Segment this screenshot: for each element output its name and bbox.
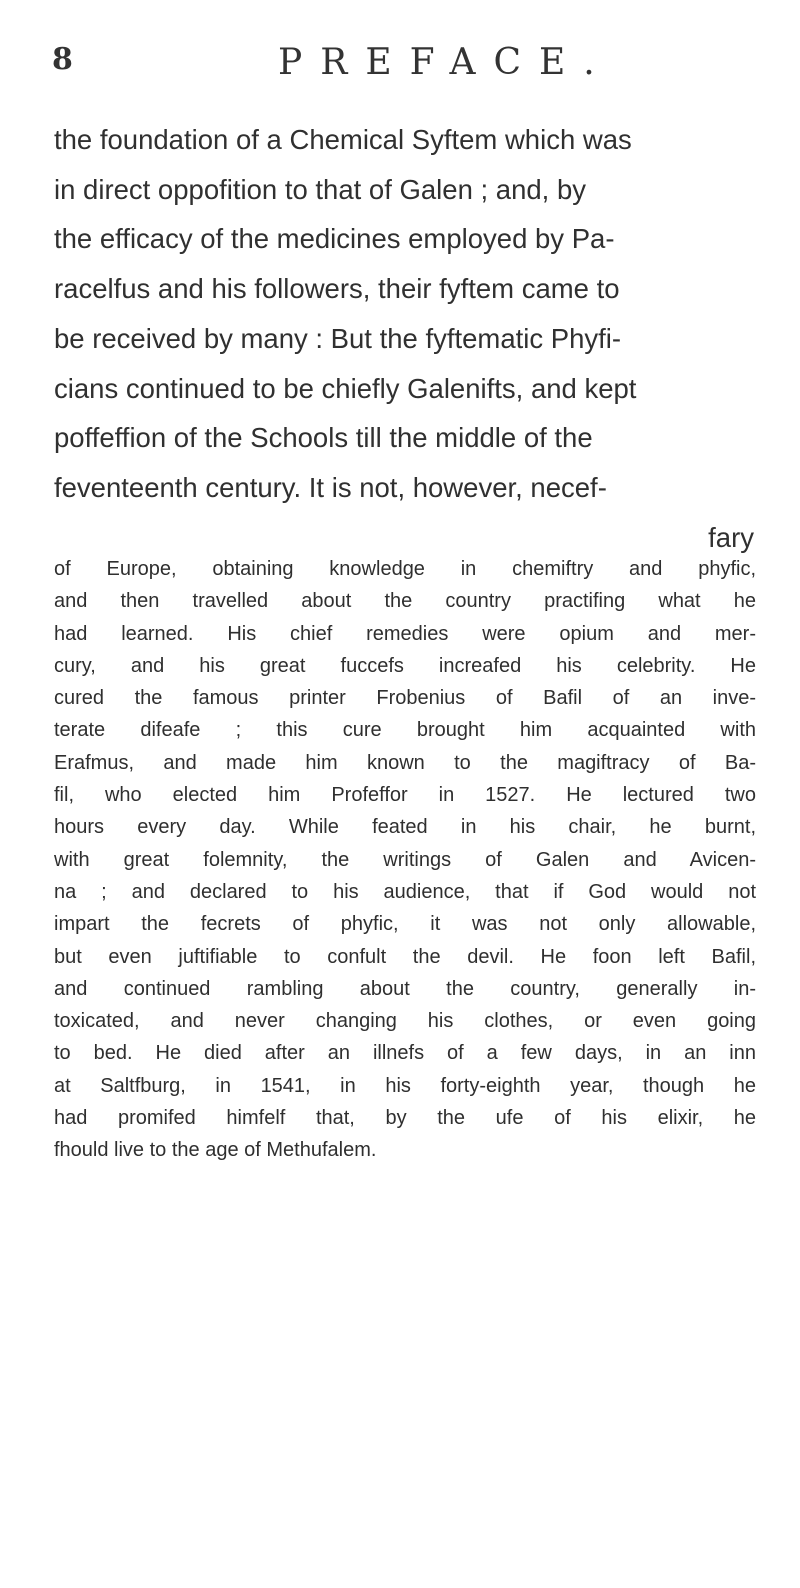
preface-paragraph [54,115,756,562]
text-line: poffeffion of the Schools till the middle of the [54,422,593,454]
page-header [50,40,750,96]
footnote-line: at Saltfburg, in 1541, in his forty-eighth year, though he [54,1074,756,1097]
footnote-line: of Europe, obtaining knowledge in chemiftry and phyfic, [54,558,756,580]
footnote-line: and continued rambling about the country, generally in- [54,977,756,1000]
footnote-line: na ; and declared to his audience, that if God would not [54,880,756,903]
text-line: the foundation of a Chemical Syftem which was [54,124,632,155]
text-line: in direct oppofition to that of Galen ; and, by [54,173,587,205]
footnote-line: terate difeafe ; this cure brought him acquainted with [54,719,756,742]
page-number: 8 [52,42,73,77]
footnote-line: and then travelled about the country practifing what he [54,590,756,613]
biography-footnote [54,553,756,1167]
footnote-line: cury, and his great fuccefs increafed his celebrity. He [54,654,756,677]
footnote-line: cured the famous printer Frobenius of Bafil of an inve- [54,687,756,710]
text-line: feventeenth century. It is not, however, necef- [54,471,607,503]
footnote-line: toxicated, and never changing his clothes, or even going [54,1010,756,1033]
footnote-line: Erafmus, and made him known to the magiftracy of Ba- [54,751,756,774]
footnote-line: fil, who elected him Profeffor in 1527. He lectured two [54,784,756,807]
footnote-line: but even juftifiable to confult the devil. He foon left Bafil, [54,945,756,968]
text-line: cians continued to be chiefly Galenifts, and kept [54,372,637,404]
footnote-line: had learned. His chief remedies were opium and mer- [54,622,756,645]
text-line: the efficacy of the medicines employed by Pa- [54,223,615,255]
text-line: be received by many : But the fyftematic Phyfi- [54,322,622,354]
footnote-line: impart the fecrets of phyfic, it was not only allowable, [54,913,756,936]
footnote-line: had promifed himfelf that, by the ufe of his elixir, he [54,1107,756,1130]
running-head: PREFACE. [278,42,613,83]
catchword: fary [708,521,754,553]
footnote-line: to bed. He died after an illnefs of a few days, in an inn [54,1042,756,1065]
footnote-line: hours every day. While feated in his chair, he burnt, [54,816,756,839]
footnote-line: fhould live to the age of Methufalem. [54,1139,377,1162]
footnote-line: with great folemnity, the writings of Galen and Avicen- [54,848,756,871]
text-line: racelfus and his followers, their fyftem came to [54,273,620,305]
